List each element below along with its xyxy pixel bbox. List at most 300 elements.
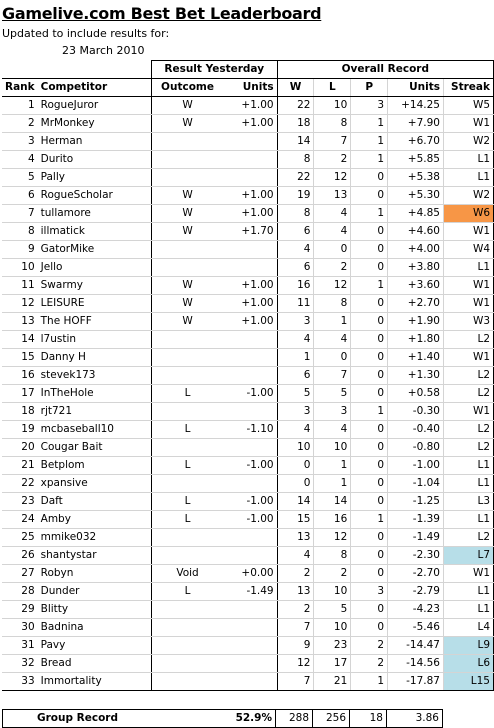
cell-streak: L15: [443, 673, 493, 691]
cell-w: 0: [277, 457, 314, 475]
cell-units: +6.70: [388, 133, 444, 151]
cell-l: 1: [314, 457, 351, 475]
cell-streak: L1: [443, 475, 493, 493]
cell-p: 0: [351, 565, 388, 583]
cell-units: -2.30: [388, 547, 444, 565]
cell-competitor: l7ustin: [38, 331, 152, 349]
cell-l: 4: [314, 223, 351, 241]
cell-units: -1.25: [388, 493, 444, 511]
cell-competitor: Blitty: [38, 601, 152, 619]
cell-competitor: Cougar Bait: [38, 439, 152, 457]
cell-rank: 4: [2, 151, 38, 169]
cell-w: 22: [277, 97, 314, 115]
cell-streak: L1: [443, 601, 493, 619]
cell-l: 16: [314, 511, 351, 529]
cell-w: 6: [277, 223, 314, 241]
cell-p: 1: [351, 133, 388, 151]
cell-competitor: mcbaseball10: [38, 421, 152, 439]
cell-units: +4.00: [388, 241, 444, 259]
cell-w: 1: [277, 349, 314, 367]
cell-w: 7: [277, 619, 314, 637]
cell-streak: W1: [443, 403, 493, 421]
cell-units-yesterday: [223, 619, 277, 637]
cell-competitor: mmike032: [38, 529, 152, 547]
cell-units-yesterday: +1.00: [223, 295, 277, 313]
cell-competitor: Betplom: [38, 457, 152, 475]
cell-outcome: [151, 601, 223, 619]
group-record-pct: 52.9%: [150, 710, 276, 728]
cell-units-yesterday: [223, 259, 277, 277]
cell-w: 19: [277, 187, 314, 205]
table-row: [2, 403, 494, 421]
cell-units: +1.40: [388, 349, 444, 367]
cell-rank: 11: [2, 277, 38, 295]
cell-rank: 17: [2, 385, 38, 403]
cell-l: 2: [314, 259, 351, 277]
cell-l: 10: [314, 619, 351, 637]
cell-units: -1.39: [388, 511, 444, 529]
cell-streak: L1: [443, 511, 493, 529]
cell-p: 2: [351, 655, 388, 673]
group-header-spacer: [38, 61, 152, 79]
cell-competitor: Pally: [38, 169, 152, 187]
cell-streak: L1: [443, 259, 493, 277]
cell-l: 0: [314, 349, 351, 367]
cell-streak: W1: [443, 295, 493, 313]
cell-units-yesterday: [223, 331, 277, 349]
cell-streak: W1: [443, 115, 493, 133]
cell-units: -2.70: [388, 565, 444, 583]
cell-competitor: Badnina: [38, 619, 152, 637]
group-header-row: [2, 61, 494, 79]
cell-competitor: RogueJuror: [38, 97, 152, 115]
cell-streak: L2: [443, 367, 493, 385]
cell-units-yesterday: [223, 151, 277, 169]
updated-label: Updated to include results for:: [2, 27, 170, 40]
cell-outcome: [151, 673, 223, 691]
table-row: [2, 259, 494, 277]
col-header-streak: Streak: [443, 79, 493, 97]
cell-p: 0: [351, 331, 388, 349]
cell-units: -0.80: [388, 439, 444, 457]
cell-units-yesterday: +1.70: [223, 223, 277, 241]
cell-streak: L2: [443, 439, 493, 457]
cell-units-yesterday: [223, 403, 277, 421]
cell-w: 9: [277, 637, 314, 655]
cell-rank: 13: [2, 313, 38, 331]
cell-streak: W1: [443, 277, 493, 295]
cell-l: 5: [314, 601, 351, 619]
cell-outcome: W: [151, 187, 223, 205]
table-row: [2, 223, 494, 241]
cell-w: 8: [277, 151, 314, 169]
cell-units-yesterday: [223, 655, 277, 673]
cell-outcome: [151, 259, 223, 277]
cell-competitor: Danny H: [38, 349, 152, 367]
table-row: [2, 655, 494, 673]
cell-p: 0: [351, 349, 388, 367]
cell-p: 0: [351, 493, 388, 511]
cell-units-yesterday: -1.49: [223, 583, 277, 601]
table-row: [2, 331, 494, 349]
cell-l: 10: [314, 439, 351, 457]
cell-l: 7: [314, 367, 351, 385]
cell-competitor: Daft: [38, 493, 152, 511]
cell-rank: 2: [2, 115, 38, 133]
table-row: [2, 97, 494, 115]
cell-outcome: [151, 475, 223, 493]
cell-rank: 5: [2, 169, 38, 187]
cell-units: -1.00: [388, 457, 444, 475]
cell-outcome: [151, 169, 223, 187]
cell-streak: L2: [443, 385, 493, 403]
cell-l: 0: [314, 241, 351, 259]
cell-competitor: InTheHole: [38, 385, 152, 403]
cell-l: 17: [314, 655, 351, 673]
table-row: [2, 619, 494, 637]
table-row: [2, 187, 494, 205]
cell-rank: 27: [2, 565, 38, 583]
cell-rank: 32: [2, 655, 38, 673]
cell-l: 2: [314, 565, 351, 583]
cell-outcome: [151, 151, 223, 169]
cell-units-yesterday: +1.00: [223, 187, 277, 205]
cell-competitor: stevek173: [38, 367, 152, 385]
table-row: [2, 115, 494, 133]
cell-streak: W6: [443, 205, 493, 223]
cell-units: +1.90: [388, 313, 444, 331]
cell-rank: 1: [2, 97, 38, 115]
table-row: [2, 349, 494, 367]
cell-competitor: GatorMike: [38, 241, 152, 259]
cell-l: 10: [314, 583, 351, 601]
cell-units: +5.30: [388, 187, 444, 205]
cell-units-yesterday: +0.00: [223, 565, 277, 583]
cell-outcome: W: [151, 295, 223, 313]
page-title: Gamelive.com Best Bet Leaderboard: [2, 4, 322, 23]
cell-w: 5: [277, 385, 314, 403]
group-record-label: Group Record: [3, 710, 150, 728]
cell-outcome: [151, 349, 223, 367]
cell-units-yesterday: +1.00: [223, 97, 277, 115]
cell-p: 0: [351, 187, 388, 205]
cell-w: 6: [277, 259, 314, 277]
cell-units: +4.85: [388, 205, 444, 223]
cell-w: 3: [277, 403, 314, 421]
cell-units-yesterday: [223, 547, 277, 565]
cell-streak: W5: [443, 97, 493, 115]
cell-units: -5.46: [388, 619, 444, 637]
table-row: [2, 601, 494, 619]
results-date: 23 March 2010: [62, 44, 145, 57]
cell-p: 3: [351, 97, 388, 115]
cell-p: 0: [351, 295, 388, 313]
table-row: [2, 169, 494, 187]
cell-streak: L2: [443, 421, 493, 439]
cell-w: 7: [277, 673, 314, 691]
cell-units-yesterday: -1.00: [223, 511, 277, 529]
cell-w: 4: [277, 331, 314, 349]
cell-streak: L7: [443, 547, 493, 565]
cell-units: +1.80: [388, 331, 444, 349]
cell-units: -14.56: [388, 655, 444, 673]
cell-competitor: xpansive: [38, 475, 152, 493]
leaderboard-table: [2, 60, 494, 691]
cell-units-yesterday: [223, 439, 277, 457]
cell-units: -1.04: [388, 475, 444, 493]
cell-l: 8: [314, 115, 351, 133]
cell-streak: L4: [443, 619, 493, 637]
cell-p: 0: [351, 313, 388, 331]
table-row: [2, 277, 494, 295]
cell-units-yesterday: -1.00: [223, 457, 277, 475]
group-record-l: 256: [313, 710, 350, 728]
group-record-units: 3.86: [387, 710, 443, 728]
cell-units-yesterday: +1.00: [223, 313, 277, 331]
cell-units: -0.30: [388, 403, 444, 421]
cell-units: +2.70: [388, 295, 444, 313]
cell-outcome: W: [151, 277, 223, 295]
cell-p: 1: [351, 277, 388, 295]
cell-outcome: [151, 619, 223, 637]
cell-units-yesterday: [223, 529, 277, 547]
cell-outcome: W: [151, 313, 223, 331]
col-header-units-yesterday: Units: [223, 79, 277, 97]
cell-l: 8: [314, 547, 351, 565]
cell-units: -17.87: [388, 673, 444, 691]
cell-streak: W3: [443, 313, 493, 331]
cell-w: 14: [277, 133, 314, 151]
cell-w: 2: [277, 565, 314, 583]
cell-competitor: rjt721: [38, 403, 152, 421]
cell-competitor: Dunder: [38, 583, 152, 601]
col-header-competitor: Competitor: [38, 79, 152, 97]
cell-w: 16: [277, 277, 314, 295]
cell-l: 21: [314, 673, 351, 691]
cell-p: 1: [351, 115, 388, 133]
cell-units: +1.30: [388, 367, 444, 385]
cell-units-yesterday: [223, 601, 277, 619]
cell-units-yesterday: [223, 169, 277, 187]
table-row: [2, 637, 494, 655]
cell-units-yesterday: +1.00: [223, 115, 277, 133]
cell-p: 0: [351, 259, 388, 277]
cell-competitor: Amby: [38, 511, 152, 529]
table-row: [2, 565, 494, 583]
cell-outcome: Void: [151, 565, 223, 583]
cell-l: 8: [314, 295, 351, 313]
result-yesterday-header: Result Yesterday: [151, 61, 277, 79]
cell-outcome: L: [151, 385, 223, 403]
cell-w: 6: [277, 367, 314, 385]
cell-streak: L6: [443, 655, 493, 673]
cell-units-yesterday: -1.10: [223, 421, 277, 439]
cell-w: 3: [277, 313, 314, 331]
cell-p: 0: [351, 475, 388, 493]
cell-streak: W1: [443, 349, 493, 367]
cell-l: 23: [314, 637, 351, 655]
cell-outcome: [151, 403, 223, 421]
cell-p: 1: [351, 511, 388, 529]
cell-w: 18: [277, 115, 314, 133]
cell-p: 0: [351, 169, 388, 187]
cell-l: 14: [314, 493, 351, 511]
cell-rank: 21: [2, 457, 38, 475]
cell-streak: L2: [443, 529, 493, 547]
table-row: [2, 421, 494, 439]
table-row: [2, 133, 494, 151]
cell-streak: L1: [443, 151, 493, 169]
cell-competitor: illmatick: [38, 223, 152, 241]
cell-p: 1: [351, 205, 388, 223]
cell-units: -1.49: [388, 529, 444, 547]
cell-rank: 12: [2, 295, 38, 313]
cell-w: 4: [277, 241, 314, 259]
col-header-p: P: [351, 79, 388, 97]
cell-rank: 18: [2, 403, 38, 421]
cell-l: 12: [314, 277, 351, 295]
cell-units-yesterday: [223, 367, 277, 385]
group-record-p: 18: [350, 710, 387, 728]
cell-outcome: L: [151, 583, 223, 601]
cell-outcome: [151, 241, 223, 259]
cell-w: 0: [277, 475, 314, 493]
cell-competitor: Bread: [38, 655, 152, 673]
cell-p: 0: [351, 223, 388, 241]
cell-rank: 26: [2, 547, 38, 565]
cell-outcome: L: [151, 493, 223, 511]
cell-competitor: tullamore: [38, 205, 152, 223]
cell-streak: L3: [443, 493, 493, 511]
cell-l: 12: [314, 169, 351, 187]
cell-streak: W4: [443, 241, 493, 259]
cell-p: 0: [351, 439, 388, 457]
col-header-w: W: [277, 79, 314, 97]
cell-l: 1: [314, 475, 351, 493]
col-header-rank: Rank: [2, 79, 38, 97]
table-row: [2, 493, 494, 511]
cell-w: 8: [277, 205, 314, 223]
cell-competitor: Jello: [38, 259, 152, 277]
cell-units: +5.38: [388, 169, 444, 187]
column-header-row: [2, 79, 494, 97]
cell-l: 5: [314, 385, 351, 403]
cell-outcome: [151, 529, 223, 547]
cell-rank: 30: [2, 619, 38, 637]
table-row: [2, 529, 494, 547]
cell-streak: L1: [443, 169, 493, 187]
cell-streak: L1: [443, 583, 493, 601]
cell-rank: 10: [2, 259, 38, 277]
cell-p: 0: [351, 457, 388, 475]
table-row: [2, 205, 494, 223]
cell-l: 7: [314, 133, 351, 151]
cell-units-yesterday: +1.00: [223, 277, 277, 295]
table-row: [2, 439, 494, 457]
group-record-table: [2, 709, 443, 728]
col-header-l: L: [314, 79, 351, 97]
cell-units-yesterday: [223, 241, 277, 259]
cell-rank: 14: [2, 331, 38, 349]
cell-outcome: W: [151, 223, 223, 241]
table-row: [2, 475, 494, 493]
cell-p: 0: [351, 547, 388, 565]
cell-outcome: [151, 133, 223, 151]
cell-rank: 24: [2, 511, 38, 529]
table-row: [2, 151, 494, 169]
cell-outcome: [151, 331, 223, 349]
cell-outcome: W: [151, 115, 223, 133]
cell-units: +4.60: [388, 223, 444, 241]
cell-rank: 3: [2, 133, 38, 151]
group-record-w: 288: [276, 710, 313, 728]
cell-rank: 33: [2, 673, 38, 691]
cell-rank: 9: [2, 241, 38, 259]
cell-l: 10: [314, 97, 351, 115]
cell-p: 0: [351, 601, 388, 619]
cell-rank: 8: [2, 223, 38, 241]
cell-w: 13: [277, 529, 314, 547]
cell-outcome: W: [151, 97, 223, 115]
cell-competitor: Swarmy: [38, 277, 152, 295]
cell-w: 22: [277, 169, 314, 187]
cell-l: 13: [314, 187, 351, 205]
col-header-outcome: Outcome: [151, 79, 223, 97]
table-row: [2, 583, 494, 601]
cell-competitor: LEISURE: [38, 295, 152, 313]
cell-outcome: L: [151, 421, 223, 439]
cell-l: 1: [314, 313, 351, 331]
cell-l: 4: [314, 331, 351, 349]
table-row: [2, 241, 494, 259]
cell-streak: L1: [443, 457, 493, 475]
cell-competitor: MrMonkey: [38, 115, 152, 133]
cell-units-yesterday: -1.00: [223, 493, 277, 511]
cell-w: 12: [277, 655, 314, 673]
overall-record-header: Overall Record: [277, 61, 493, 79]
cell-p: 0: [351, 367, 388, 385]
cell-rank: 7: [2, 205, 38, 223]
cell-streak: L9: [443, 637, 493, 655]
cell-competitor: Immortality: [38, 673, 152, 691]
cell-streak: W2: [443, 187, 493, 205]
leaderboard-body: [2, 97, 494, 691]
cell-competitor: Robyn: [38, 565, 152, 583]
cell-units: +3.60: [388, 277, 444, 295]
cell-p: 1: [351, 673, 388, 691]
cell-p: 2: [351, 637, 388, 655]
cell-competitor: Herman: [38, 133, 152, 151]
cell-units: +7.90: [388, 115, 444, 133]
table-row: [2, 511, 494, 529]
cell-rank: 20: [2, 439, 38, 457]
cell-units-yesterday: [223, 637, 277, 655]
cell-units: +3.80: [388, 259, 444, 277]
cell-units: -0.40: [388, 421, 444, 439]
table-row: [2, 385, 494, 403]
cell-w: 15: [277, 511, 314, 529]
cell-p: 0: [351, 421, 388, 439]
cell-w: 4: [277, 421, 314, 439]
cell-units-yesterday: +1.00: [223, 205, 277, 223]
cell-competitor: Durito: [38, 151, 152, 169]
cell-w: 14: [277, 493, 314, 511]
cell-rank: 16: [2, 367, 38, 385]
cell-l: 12: [314, 529, 351, 547]
cell-units: -2.79: [388, 583, 444, 601]
cell-units-yesterday: [223, 475, 277, 493]
group-header-spacer: [2, 61, 38, 79]
